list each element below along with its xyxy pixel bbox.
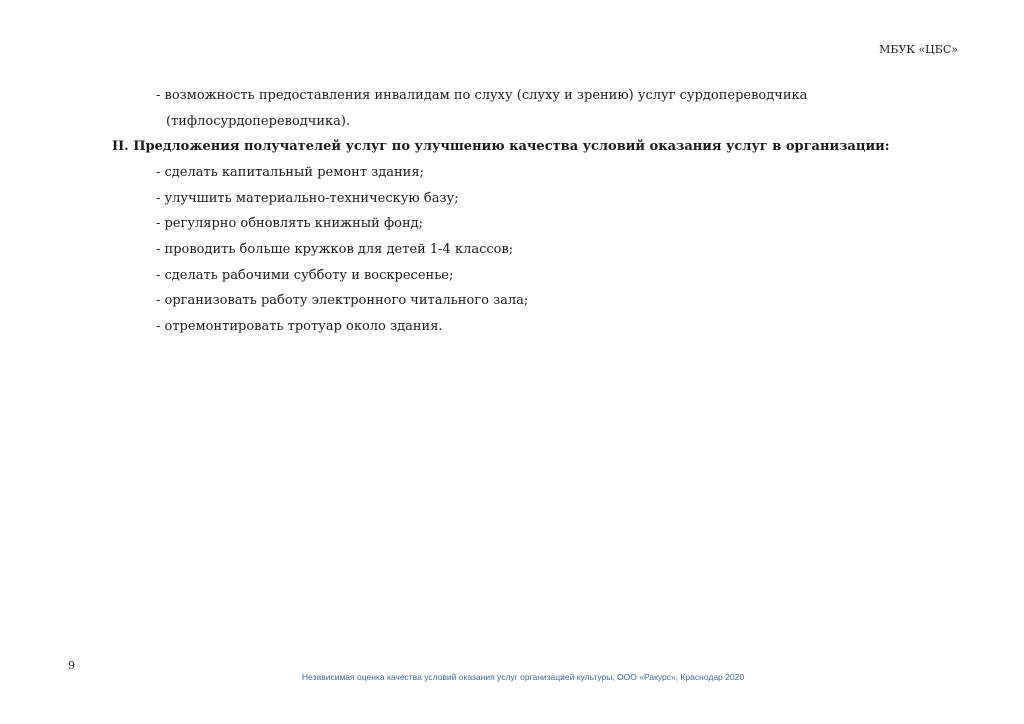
footer-text: Независимая оценка качества условий оказания услуг организацией культуры, ООО «Ракурс», Краснодар 2020 [301,672,745,682]
list-item: - сделать капитальный ремонт здания; [156,165,424,180]
list-item: - регулярно обновлять книжный фонд; [156,216,424,231]
header-organization: МБУК «ЦБС» [879,43,958,56]
list-item-sign-language: - возможность предоставления инвалидам по слуху (слуху и зрению) услуг сурдопереводчика [156,88,808,103]
section-heading: II. Предложения получателей услуг по улучшению качества условий оказания услуг в организации: [112,139,890,154]
list-item: - отремонтировать тротуар около здания. [156,319,443,334]
list-item: - сделать рабочими субботу и воскресенье; [156,268,454,283]
list-item-sign-language-continuation: (тифлосурдопереводчика). [166,114,351,129]
list-item: - организовать работу электронного читального зала; [156,293,529,308]
list-item: - проводить больше кружков для детей 1-4 классов; [156,242,514,257]
page-number: 9 [68,659,75,672]
list-item: - улучшить материально-техническую базу; [156,191,459,206]
